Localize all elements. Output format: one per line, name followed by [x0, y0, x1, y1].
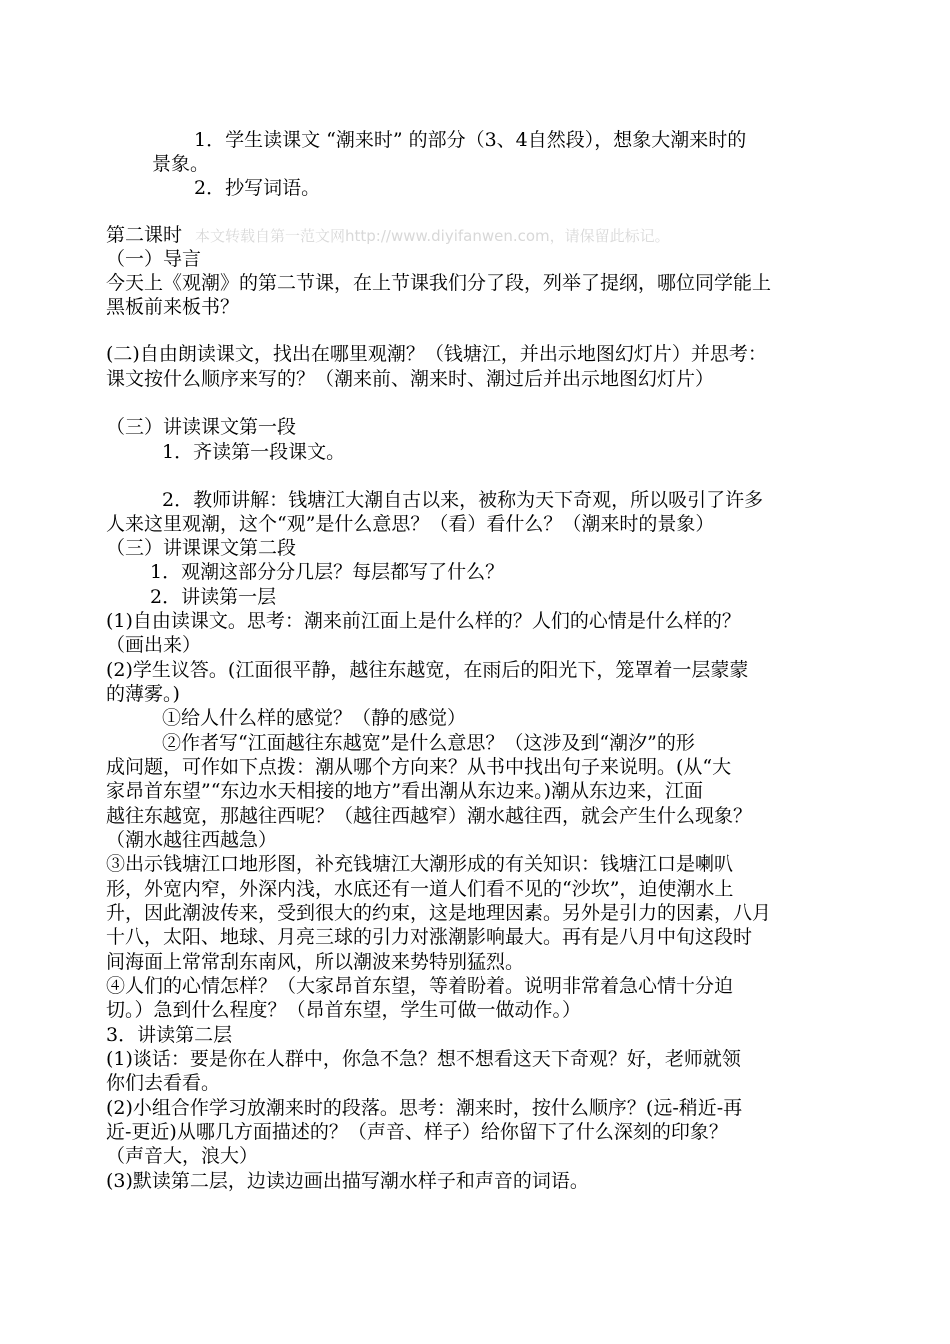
text-line: （潮水越往西越急） — [106, 829, 278, 851]
watermark: 本文转载自第一范文网http://www.diyifanwen.com，请保留此标记。 — [195, 227, 670, 245]
text-line: 形，外宽内窄，外深内浅，水底还有一道人们看不见的“沙坎”，迫使潮水上 — [106, 878, 734, 900]
text-line: (2)学生议答。(江面很平静，越往东越宽，在雨后的阳光下，笼罩着一层蒙蒙 — [106, 659, 749, 681]
section-heading: （三）讲课课文第二段 — [106, 537, 297, 559]
section-heading: 3．讲读第二层 — [106, 1024, 233, 1046]
text-line: (1)自由读课文。思考：潮来前江面上是什么样的？人们的心情是什么样的？ — [106, 610, 741, 632]
section-heading: （一）导言 — [106, 248, 202, 270]
text-line: 你们去看看。 — [106, 1072, 221, 1094]
text-line: 家昂首东望”“东边水天相接的地方”看出潮从东边来。)潮从东边来，江面 — [106, 780, 704, 802]
text-line: 越往东越宽，那越往西呢？（越往西越窄）潮水越往西，就会产生什么现象？ — [106, 805, 753, 827]
text-line: (3)默读第二层，边读边画出描写潮水样子和声音的词语。 — [106, 1170, 589, 1192]
text-line: 成问题，可作如下点拨：潮从哪个方向来？从书中找出句子来说明。(从“大 — [106, 756, 732, 778]
section-heading: （三）讲读课文第一段 — [106, 416, 297, 438]
text-line: 2．教师讲解：钱塘江大潮自古以来，被称为天下奇观，所以吸引了许多 — [162, 489, 764, 511]
text-line: ①给人什么样的感觉？（静的感觉） — [162, 707, 467, 729]
text-line: 黑板前来板书？ — [106, 296, 240, 318]
text-line: 的薄雾。) — [106, 683, 180, 705]
text-line: 升，因此潮波传来，受到很大的约束，这是地理因素。另外是引力的因素，八月 — [106, 902, 772, 924]
text-line: 景象。 — [152, 153, 210, 175]
section-heading: 第二课时 — [106, 224, 183, 246]
text-line: 人来这里观潮，这个“观”是什么意思？（看）看什么？（潮来时的景象） — [106, 513, 715, 535]
text-line: 间海面上常常刮东南风，所以潮波来势特别猛烈。 — [106, 951, 525, 973]
text-line: 切。）急到什么程度？（昂首东望，学生可做一做动作。） — [106, 999, 582, 1021]
text-line: 十八，太阳、地球、月亮三球的引力对涨潮影响最大。再有是八月中旬这段时 — [106, 926, 753, 948]
text-line: 2．讲读第一层 — [150, 586, 277, 608]
text-line: ②作者写“江面越往东越宽”是什么意思？（这涉及到“潮汐”的形 — [162, 732, 695, 754]
text-line: 1．观潮这部分分几层？每层都写了什么？ — [150, 561, 505, 583]
text-line: (1)谈话：要是你在人群中，你急不急？想不想看这天下奇观？好，老师就领 — [106, 1048, 741, 1070]
text-line: 2．抄写词语。 — [194, 177, 321, 199]
text-line: ③出示钱塘江口地形图，补充钱塘江大潮形成的有关知识：钱塘江口是喇叭 — [106, 853, 734, 875]
text-line: （画出来） — [106, 634, 202, 656]
text-line: 近-更近)从哪几方面描述的？（声音、样子）给你留下了什么深刻的印象？ — [106, 1121, 728, 1143]
text-line: ④人们的心情怎样？（大家昂首东望，等着盼着。说明非常着急心情十分迫 — [106, 975, 734, 997]
text-line: (二)自由朗读课文，找出在哪里观潮？（钱塘江，并出示地图幻灯片）并思考： — [106, 343, 767, 365]
text-line: 课文按什么顺序来写的？（潮来前、潮来时、潮过后并出示地图幻灯片） — [106, 368, 715, 390]
text-line: 1．学生读课文 “潮来时” 的部分（3、4自然段），想象大潮来时的 — [194, 129, 747, 151]
text-line: （声音大，浪大） — [106, 1145, 259, 1167]
text-line: 1．齐读第一段课文。 — [162, 441, 346, 463]
text-line: (2)小组合作学习放潮来时的段落。思考：潮来时，按什么顺序？(远-稍近-再 — [106, 1097, 743, 1119]
text-line: 今天上《观潮》的第二节课，在上节课我们分了段，列举了提纲，哪位同学能上 — [106, 272, 772, 294]
